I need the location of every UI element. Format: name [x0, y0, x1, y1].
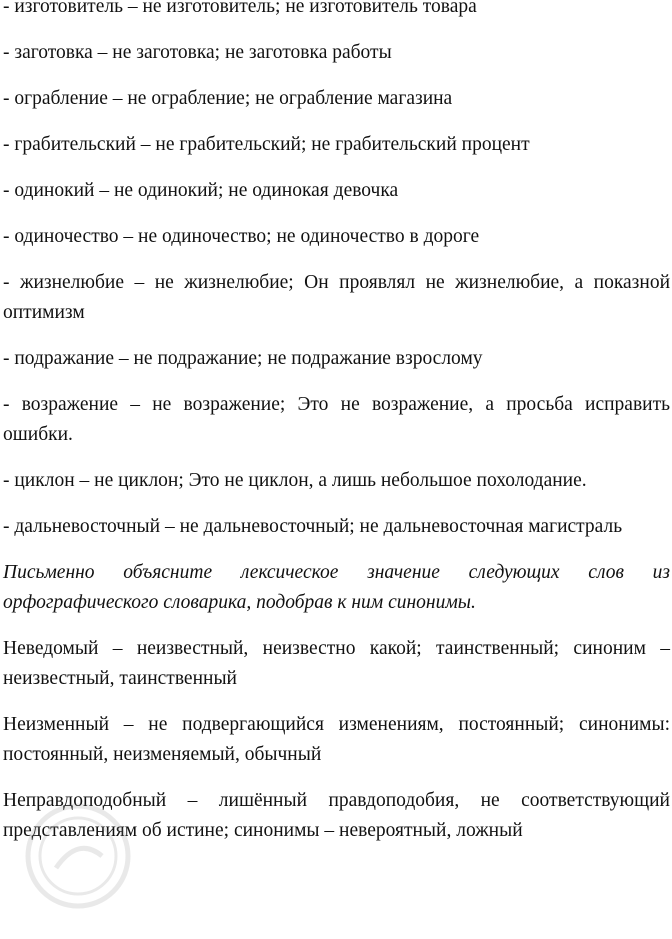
word-pair-line: - ограбление – не ограбление; не ограбление магазина — [3, 88, 453, 109]
word-pair-line: - возражение – не возражение; Это не возражение, а просьба исправить ошибки. — [3, 394, 670, 445]
word-pair-line: - заготовка – не заготовка; не заготовка работы — [3, 42, 392, 63]
word-pair-line: - дальневосточный – не дальневосточный; не дальневосточная магистраль — [3, 516, 623, 537]
definition-paragraph: Неведомый – неизвестный, неизвестно какой; таинственный; синоним – неизвестный, таинственный — [3, 638, 670, 689]
document-body — [3, 0, 670, 862]
word-pair-line: - подражание – не подражание; не подражание взрослому — [3, 348, 483, 369]
word-pair-line: - жизнелюбие – не жизнелюбие; Он проявлял не жизнелюбие, а показной оптимизм — [3, 272, 670, 323]
task-instruction: Письменно объясните лексическое значение следующих слов из орфографического словарика, подобрав к ним синонимы. — [3, 562, 670, 613]
word-pair-line: - одиночество – не одиночество; не одиночество в дороге — [3, 226, 480, 247]
word-pair-line: - циклон – не циклон; Это не циклон, а лишь небольшое похолодание. — [3, 470, 587, 491]
word-pair-line: - грабительский – не грабительский; не грабительский процент — [3, 134, 530, 155]
word-pair-line: - одинокий – не одинокий; не одинокая девочка — [3, 180, 399, 201]
definition-paragraph: Неизменный – не подвергающийся изменениям, постоянный; синонимы: постоянный, неизменяемый, обычный — [3, 714, 670, 765]
word-pair-line: - изготовитель – не изготовитель; не изготовитель товара — [3, 0, 477, 17]
definition-paragraph: Неправдоподобный – лишённый правдоподобия, не соответствующий представлениям об истине; синонимы – невероятный, ложный — [3, 790, 670, 841]
